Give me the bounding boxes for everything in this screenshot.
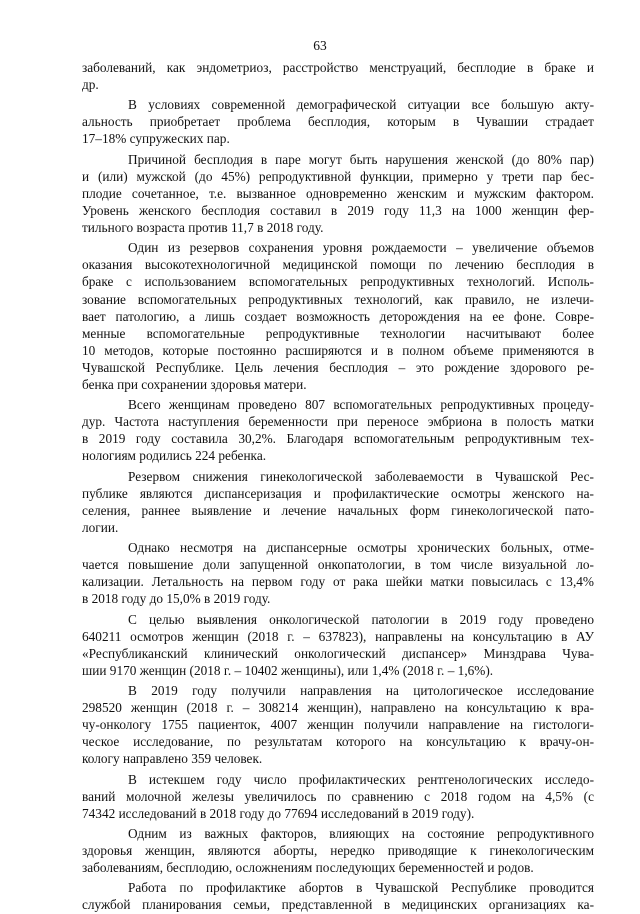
- text-line: 298520 женщин (2018 г. – 308214 женщин), направлено на консультацию к вра-: [82, 700, 594, 716]
- text-line: тильного возраста против 11,7 в 2018 году.: [82, 220, 324, 236]
- text-line: публике являются диспансеризация и профилактические осмотры женского на-: [82, 485, 594, 501]
- paragraph: [82, 59, 594, 93]
- text-line: селения, раннее выявление и лечение начальных форм гинекологической пато-: [82, 502, 594, 518]
- text-line: и (или) мужской (до 45%) репродуктивной функции, примерно у трети пар бес-: [82, 168, 594, 184]
- text-line: дур. Частота наступления беременности при переносе эмбриона в полость матки: [82, 414, 594, 430]
- text-line: Причиной бесплодия в паре могут быть нарушения женской (до 80% пар): [128, 151, 594, 167]
- paragraph: [82, 611, 594, 679]
- text-line: плодие сочетанное, т.е. вызванное одновременно женским и мужским фактором.: [82, 185, 594, 201]
- text-line: 640211 осмотров женщин (2018 г. – 637823), направлены на консультацию в АУ: [82, 628, 594, 644]
- text-line: оказания высокотехнологичной медицинской помощи по лечению бесплодия в: [82, 257, 594, 273]
- text-line: др.: [82, 77, 99, 93]
- text-line: нологиям родились 224 ребенка.: [82, 448, 267, 464]
- text-line: вает патологию, а лишь создает возможность деторождения на ее фоне. Совре-: [82, 308, 594, 324]
- text-line: чается повышение доли запущенной онкопатологии, в том числе визуальной ло-: [82, 557, 594, 573]
- text-line: службой планирования семьи, представленной в медицинских организациях ка-: [82, 897, 594, 913]
- text-line: логии.: [82, 519, 119, 535]
- text-line: 17–18% супружеских пар.: [82, 131, 230, 147]
- text-line: ваний молочной железы увеличилось по сравнению с 2018 годом на 4,5% (с: [82, 788, 594, 804]
- paragraph: [82, 879, 594, 913]
- text-line: Один из резервов сохранения уровня рождаемости – увеличение объемов: [128, 240, 594, 256]
- paragraph: [82, 239, 594, 392]
- paragraph: [82, 682, 594, 767]
- text-line: в 2018 году до 15,0% в 2019 году.: [82, 591, 271, 607]
- text-line: бенка при сохранении здоровья матери.: [82, 376, 307, 392]
- text-line: В условиях современной демографической ситуации все большую акту-: [128, 97, 594, 113]
- text-line: Однако несмотря на диспансерные осмотры хронических больных, отме-: [128, 540, 594, 556]
- page-number: 63: [313, 38, 327, 53]
- text-line: Работа по профилактике абортов в Чувашской Республике проводится: [128, 880, 594, 896]
- text-line: «Республиканский клинический онкологический диспансер» Минздрава Чува-: [82, 645, 594, 661]
- text-line: 10 методов, которые постоянно расширяются и в полном объеме применяются в: [82, 342, 594, 358]
- paragraph: [82, 396, 594, 464]
- text-line: в 2019 году составила 30,2%. Благодаря вспомогательным репродуктивным тех-: [82, 431, 594, 447]
- text-line: чу-онкологу 1755 пациенток, 4007 женщин получили направление на гистологи-: [82, 717, 594, 733]
- text-line: ческое исследование, по результатам которого на консультацию к врачу-он-: [82, 734, 594, 750]
- body-text: [82, 59, 594, 914]
- paragraph: [82, 539, 594, 607]
- paragraph: [82, 468, 594, 536]
- text-line: кологу направлено 359 человек.: [82, 751, 263, 767]
- text-line: менные вспомогательные репродуктивные технологии насчитывают более: [82, 325, 594, 341]
- text-line: браке с использованием вспомогательных репродуктивных технологий. Исполь-: [82, 274, 594, 290]
- text-line: альность приобретает проблема бесплодия, которым в Чувашии страдает: [82, 114, 594, 130]
- text-line: 74342 исследований в 2018 году до 77694 исследований в 2019 году).: [82, 805, 475, 821]
- text-line: зование вспомогательных репродуктивных технологий, как правило, не излечи-: [82, 291, 594, 307]
- text-line: кализации. Летальность на первом году от рака шейки матки повысилась с 13,4%: [82, 574, 594, 590]
- text-line: шии 9170 женщин (2018 г. – 10402 женщины), или 1,4% (2018 г. – 1,6%).: [82, 662, 494, 678]
- text-line: Резервом снижения гинекологической заболеваемости в Чувашской Рес-: [128, 468, 594, 484]
- text-line: В истекшем году число профилактических рентгенологических исследо-: [128, 771, 594, 787]
- text-line: В 2019 году получили направления на цитологическое исследование: [128, 683, 594, 699]
- text-line: заболеваниям, бесплодию, осложнениям последующих беременностей и родов.: [82, 860, 534, 876]
- paragraph: [82, 151, 594, 236]
- text-line: заболеваний, как эндометриоз, расстройство менструаций, бесплодие в браке и: [82, 60, 594, 75]
- text-line: Уровень женского бесплодия составил в 2019 году 11,3 на 1000 женщин фер-: [82, 202, 594, 218]
- text-line: С целью выявления онкологической патологии в 2019 году проведено: [128, 611, 594, 627]
- paragraph: [82, 771, 594, 822]
- text-line: Чувашской Республике. Цель лечения бесплодия – это рождение здорового ре-: [82, 359, 594, 375]
- text-line: здоровья женщин, являются аборты, нередко приводящие к гинекологическим: [82, 843, 594, 859]
- text-line: Одним из важных факторов, влияющих на состояние репродуктивного: [128, 825, 594, 841]
- paragraph: [82, 96, 594, 147]
- paragraph: [82, 825, 594, 876]
- text-line: Всего женщинам проведено 807 вспомогательных репродуктивных процеду-: [128, 397, 594, 413]
